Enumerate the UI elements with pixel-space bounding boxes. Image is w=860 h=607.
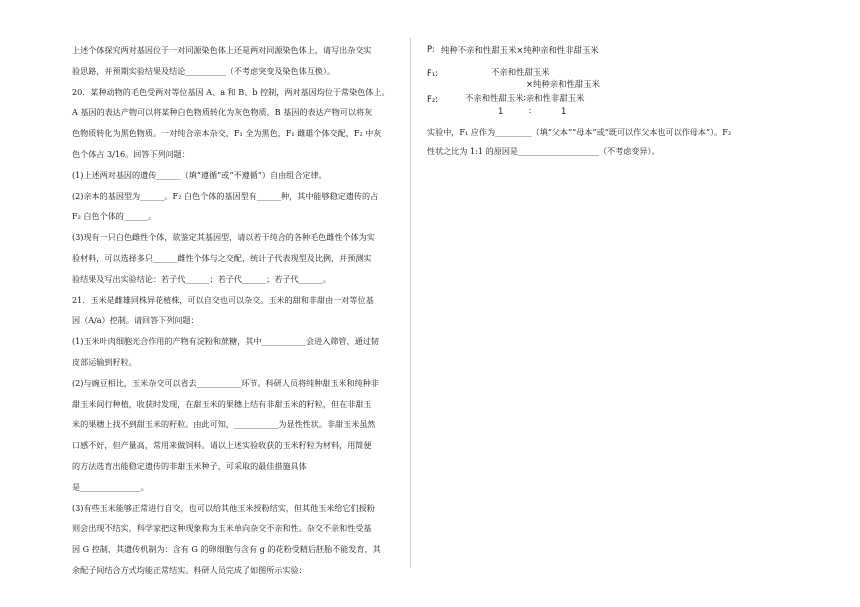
f1-testcross: ×纯种亲和性甜玉米 [526, 79, 601, 89]
text-line: 验思路，并预期实验结果及结论__________（不考虑突变及染色体互换）。 [72, 65, 336, 76]
text-line: 上述个体探究两对基因位于一对同源染色体上还是两对同源染色体上，请写出杂交实 [72, 45, 372, 55]
text-line: (2)亲本的基因型为______。F₂ 白色个体的基因型有______种，其中能够稳定遗传的占 [72, 190, 379, 201]
text-line: 21．玉米是雌雄同株异花植株，可以自交也可以杂交。玉米的甜和非甜由一对等位基 [72, 294, 374, 305]
text-line: (1)玉米叶肉细胞光合作用的产物有淀粉和蔗糖，其中___________会进入筛管，通过韧 [72, 336, 379, 347]
text-line: F₂ 白色个体的______。 [72, 211, 157, 222]
f1-offspring: 不亲和性甜玉米 [491, 67, 550, 77]
f1-generation-label: F₁: [427, 68, 438, 78]
text-line: A 基因的表达产物可以将某种白色物质转化为灰色物质，B 基因的表达产物可以将灰 [72, 107, 373, 118]
text-line: 因 G 控制，其遗传机制为：含有 G 的卵细胞与含有 g 的花粉受精后胚胎不能发育，其 [72, 544, 381, 555]
text-line: 验结果及写出实验结论：若子代______；若子代______；若子代______。 [72, 273, 332, 284]
text-line: 性状之比为 1:1 的原因是____________________（不考虑变异）。 [427, 146, 660, 157]
left-column [72, 40, 404, 581]
p-generation-cross: 纯种不亲和性甜玉米×纯种亲和性非甜玉米 [441, 45, 599, 55]
text-line: 是_______________。 [72, 481, 149, 492]
text-line: 余配子间结合方式均能正常结实。科研人员完成了如图所示实验： [72, 564, 307, 575]
text-line: 甜玉米间行种植，收获时发现，在甜玉米的果穗上结有非甜玉米的籽粒，但在非甜玉 [72, 398, 372, 409]
column-divider [410, 38, 411, 568]
text-line: (2)与豌豆相比，玉米杂交可以省去___________环节。科研人员将纯种甜玉米和纯种非 [72, 377, 379, 388]
text-line: 色个体占 3/16。回答下列问题： [72, 148, 190, 159]
text-line: 口感不好，但产量高，常用来做饲料。请以上述实验收获的玉米籽粒为材料，用简便 [72, 440, 372, 451]
ratio-separator: ∶ [529, 106, 532, 116]
f2-generation-label: F₂: [427, 94, 438, 104]
text-line: 米的果穗上找不到甜玉米的籽粒。由此可知，___________为显性性状。非甜玉米虽然 [72, 419, 376, 430]
text-line: 皮部运输到籽粒。 [72, 356, 137, 367]
text-line: 20．某种动物的毛色受两对等位基因 A、a 和 B、b 控制，两对基因均位于常染色体上。 [72, 86, 390, 97]
text-line: 实验中，F₁ 应作为_________（填“父本”“母本”或“既可以作父本也可以作母本”）。F₂ [427, 127, 732, 138]
text-line: 因（A/a）控制。请回答下列问题： [72, 315, 199, 326]
text-line: (3)有些玉米能够正常进行自交，也可以给其他玉米授粉结实，但其他玉米给它们授粉 [72, 502, 375, 513]
text-line: 色物质转化为黑色物质。一对纯合亲本杂交，F₁ 全为黑色，F₁ 雌雄个体交配，F₂ 中灰 [72, 128, 382, 139]
text-line: (3)现有一只白色雌性个体，欲鉴定其基因型，请以若干纯合的各种毛色雌性个体为实 [72, 232, 375, 243]
text-line: (1)上述两对基因的遗传______（填“遵循”或“不遵循”）自由组合定律。 [72, 169, 327, 180]
ratio-left: 1 [498, 106, 504, 116]
right-text [427, 119, 731, 165]
f2-phenotypes: 不亲和性甜玉米∶亲和性非甜玉米 [465, 93, 585, 103]
text-line: 则会出现不结实，科学家把这种现象称为玉米单向杂交不亲和性。杂交不亲和性受基 [72, 523, 372, 534]
text-line: 验材料，可以选择多只______雌性个体与之交配，统计子代表现型及比例，并预测实 [72, 252, 372, 263]
ratio-right: 1 [561, 106, 567, 116]
p-generation-label: P: [427, 44, 435, 54]
text-line: 的方法选育出能稳定遗传的非甜玉米种子，可采取的最佳措施具体 [72, 460, 307, 471]
